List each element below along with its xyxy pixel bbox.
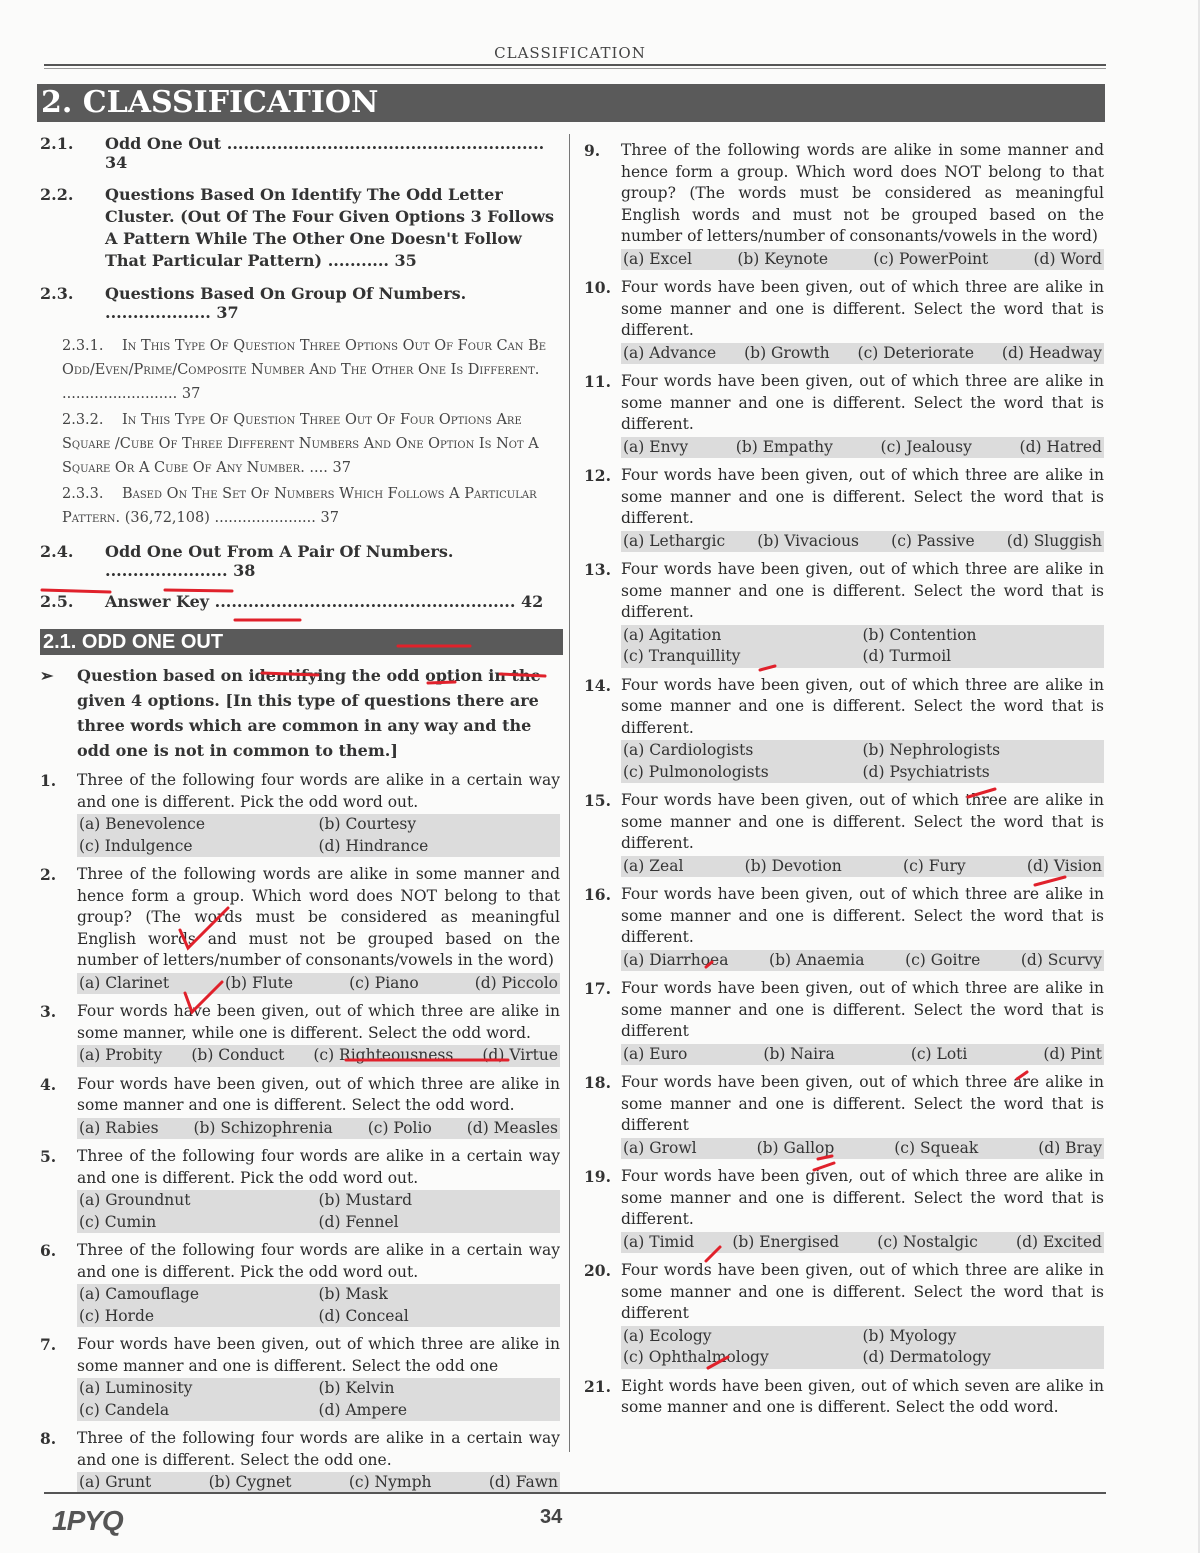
question-text: Eight words have been given, out of which seven are alike in some manner and one is different. Select the odd word.	[621, 1376, 1104, 1416]
option-d[interactable]: (d) Hindrance	[318, 836, 429, 855]
option-b[interactable]: (b) Devotion	[744, 856, 842, 875]
question-number: 20.	[584, 1261, 611, 1280]
question-text: Four words have been given, out of which three are alike in some manner and one is different. Select the word that is different.	[621, 791, 1104, 852]
underline-mark	[42, 590, 110, 592]
toc-text: Odd One Out From A Pair Of Numbers. ...................... 38	[105, 542, 454, 580]
option-b[interactable]: (b) Empathy	[735, 437, 833, 456]
option-b[interactable]: (b) Keynote	[737, 249, 829, 268]
underline-mark	[500, 674, 545, 676]
toc-subentry[interactable]: 2.3.2. In This Type Of Question Three Out Of Four Options Are Square /Cube Of Three Different Numbers And One Option Is Not A Square Or A Cube Of Any Number. .... 37	[62, 412, 539, 476]
option-a[interactable]: (a) Ecology	[623, 1326, 712, 1345]
option-c[interactable]: (c) Horde	[79, 1306, 155, 1325]
toc-number: 2.4.	[40, 542, 74, 561]
option-a[interactable]: (a) Groundnut	[79, 1191, 191, 1209]
underline-mark	[428, 682, 455, 683]
question-number: 11.	[584, 372, 611, 391]
option-d[interactable]: (d) Headway	[1001, 343, 1102, 362]
option-c[interactable]: (c) Ophthalmology	[623, 1348, 769, 1366]
option-d[interactable]: (d) Excited	[1016, 1232, 1102, 1251]
check-mark	[180, 908, 228, 948]
option-a[interactable]: (a) Probity	[79, 1046, 163, 1064]
tick-mark	[968, 789, 995, 797]
option-a[interactable]: (a) Benevolence	[79, 815, 206, 833]
option-d[interactable]: (d) Vision	[1026, 856, 1102, 875]
question-text: Three of the following four words are alike in a certain way and one is different. Pick the odd word out.	[77, 771, 560, 811]
option-c[interactable]: (c) PowerPoint	[873, 249, 989, 268]
option-c[interactable]: (c) Piano	[349, 973, 419, 992]
option-a[interactable]: (a) Growl	[623, 1138, 697, 1157]
option-a[interactable]: (a) Excel	[623, 249, 693, 268]
toc-number: 2.2.	[40, 185, 74, 204]
option-b[interactable]: (b) Kelvin	[318, 1379, 395, 1397]
option-c[interactable]: (c) Goitre	[905, 950, 981, 969]
option-d[interactable]: (d) Conceal	[318, 1306, 409, 1325]
option-b[interactable]: (b) Schizophrenia	[193, 1118, 333, 1137]
option-a[interactable]: (a) Lethargic	[623, 531, 726, 550]
question-text: Four words have been given, out of which three are alike in some manner and one is different. Select the word that is different.	[621, 278, 1104, 339]
option-a[interactable]: (a) Camouflage	[79, 1285, 200, 1303]
option-d[interactable]: (d) Sluggish	[1006, 531, 1102, 550]
option-b[interactable]: (b) Contention	[862, 625, 977, 644]
chapter-title: 2. CLASSIFICATION	[37, 84, 1105, 122]
toc-text: Answer Key ...................................................... 42	[105, 592, 544, 611]
option-b[interactable]: (b) Mustard	[318, 1191, 413, 1209]
question-number: 16.	[584, 885, 611, 904]
option-d[interactable]: (d) Scurvy	[1020, 950, 1102, 969]
section-title: 2.1. ODD ONE OUT	[40, 629, 563, 655]
question-number: 18.	[584, 1073, 611, 1092]
question-text: Four words have been given, out of which three are alike in some manner and one is different. Select the word that is different	[621, 1073, 1104, 1134]
question-number: 2.	[40, 865, 57, 884]
question-number: 15.	[584, 791, 611, 810]
option-a[interactable]: (a) Rabies	[79, 1118, 159, 1137]
option-c[interactable]: (c) Candela	[79, 1400, 170, 1419]
option-d[interactable]: (d) Dermatology	[862, 1348, 991, 1366]
option-b[interactable]: (b) Mask	[318, 1285, 388, 1303]
question-text: Three of the following four words are alike in a certain way and one is different. Pick the odd word out.	[77, 1147, 560, 1187]
option-c[interactable]: (c) Indulgence	[79, 836, 193, 855]
running-header: CLASSIFICATION	[494, 44, 646, 62]
question-text: Four words have been given, out of which three are alike in some manner and one is different. Select the word that is different.	[621, 466, 1104, 527]
option-a[interactable]: (a) Timid	[623, 1232, 695, 1251]
option-c[interactable]: (c) Tranquillity	[623, 647, 741, 665]
toc-number: 2.5.	[40, 592, 74, 611]
question-text: Four words have been given, out of which three are alike in some manner and one is different. Select the word that is different.	[621, 560, 1104, 621]
option-a[interactable]: (a) Clarinet	[79, 973, 170, 992]
option-d[interactable]: (d) Virtue	[482, 1046, 558, 1064]
toc-text: Odd One Out ......................................................... 34	[105, 134, 545, 172]
question-number: 19.	[584, 1167, 611, 1186]
option-b[interactable]: (b) Courtesy	[318, 815, 417, 833]
option-c[interactable]: (c) Polio	[367, 1118, 432, 1137]
question-number: 5.	[40, 1147, 57, 1166]
question-text: Four words have been given, out of which three are alike in some manner and one is different. Select the word that is different.	[621, 675, 1104, 737]
question-text: Four words have been given, out of which three are alike in some manner and one is different. Select the word that is different.	[621, 1167, 1104, 1228]
option-d[interactable]: (d) Fennel	[318, 1212, 399, 1231]
option-b[interactable]: (b) Vivacious	[757, 531, 860, 550]
option-c[interactable]: (c) Jealousy	[880, 437, 972, 456]
option-d[interactable]: (d) Fawn	[488, 1473, 558, 1491]
option-b[interactable]: (b) Energised	[732, 1232, 840, 1251]
option-d[interactable]: (d) Bray	[1038, 1138, 1102, 1157]
question-text: Three of the following four words are alike in a certain way and one is different. Select the odd one.	[77, 1429, 560, 1469]
option-c[interactable]: (c) Passive	[891, 531, 975, 550]
option-c[interactable]: (c) Nymph	[348, 1473, 432, 1491]
question-text: Four words have been given, out of which three are alike in some manner and one is different. Select the word that is different	[621, 1261, 1104, 1322]
question-number: 14.	[584, 675, 611, 695]
question-text: Three of the following words are alike in some manner and hence form a group. Which word does NOT belong to that group? (The words must be considered as meaningful English words and must not be grouped based on the number of letters/number of consonants/vowels in the word)	[77, 865, 560, 969]
toc-subentry[interactable]: 2.3.3. Based On The Set Of Numbers Which Follows A Particular Pattern. (36,72,108) ...................... 37	[62, 486, 537, 526]
option-a[interactable]: (a) Diarrhoea	[623, 950, 729, 969]
option-c[interactable]: (c) Cumin	[79, 1212, 157, 1231]
option-d[interactable]: (d) Ampere	[318, 1400, 408, 1419]
option-c[interactable]: (c) Nostalgic	[877, 1232, 978, 1251]
option-c[interactable]: (c) Righteousness	[313, 1046, 454, 1064]
toc-number: 2.1.	[40, 134, 74, 153]
question-number: 3.	[40, 1002, 57, 1021]
question-number: 21.	[584, 1376, 611, 1396]
question-number: 10.	[584, 278, 611, 297]
question-number: 12.	[584, 466, 611, 485]
option-a[interactable]: (a) Cardiologists	[623, 741, 754, 759]
option-b[interactable]: (b) Myology	[862, 1326, 957, 1345]
option-a[interactable]: (a) Euro	[623, 1044, 688, 1063]
option-a[interactable]: (a) Advance	[623, 343, 717, 362]
tick-mark	[706, 1247, 720, 1261]
option-b[interactable]: (b) Cygnet	[208, 1473, 292, 1491]
option-c[interactable]: (c) Deteriorate	[857, 343, 975, 362]
page-number: 34	[540, 1506, 563, 1528]
option-d[interactable]: (d) Pint	[1043, 1044, 1102, 1063]
question-number: 8.	[40, 1429, 57, 1448]
option-c[interactable]: (c) Squeak	[894, 1138, 979, 1157]
option-d[interactable]: (d) Word	[1033, 249, 1102, 268]
option-d[interactable]: (d) Piccolo	[474, 973, 558, 992]
option-a[interactable]: (a) Agitation	[623, 625, 722, 644]
question-text: Four words have been given, out of which three are alike in some manner, while one is different. Select the odd word.	[77, 1002, 560, 1042]
question-text: Three of the following words are alike in some manner and hence form a group. Which word does NOT belong to that group? (The words must be considered as meaningful English words and must not be grouped based on the number of letters/number of consonants/vowels in the word)	[621, 141, 1104, 245]
tick-mark	[814, 1163, 834, 1170]
option-b[interactable]: (b) Nephrologists	[862, 741, 1001, 759]
option-d[interactable]: (d) Psychiatrists	[862, 762, 990, 781]
option-d[interactable]: (d) Hatred	[1019, 437, 1102, 456]
question-text: Four words have been given, out of which three are alike in some manner and one is different. Select the word that is different.	[621, 372, 1104, 433]
option-d[interactable]: (d) Turmoil	[862, 647, 952, 665]
underline-mark	[165, 590, 232, 591]
tick-mark	[760, 666, 775, 670]
arrow-bullet-icon: ➢	[40, 666, 54, 685]
tick-mark	[1035, 877, 1065, 885]
footer-rule	[44, 1492, 1106, 1494]
option-b[interactable]: (b) Flute	[225, 973, 294, 992]
question-text: Four words have been given, out of which three are alike in some manner and one is different. Select the word that is different	[621, 979, 1104, 1040]
question-number: 9.	[584, 141, 601, 160]
toc-subentry[interactable]: 2.3.1. In This Type Of Question Three Options Out Of Four Can Be Odd/Even/Prime/Composite Number And The Other One Is Different. ......................... 37	[62, 338, 547, 402]
underline-mark	[262, 673, 318, 675]
question-number: 4.	[40, 1074, 57, 1094]
tick-mark	[708, 1357, 728, 1368]
tick-mark	[818, 1156, 832, 1159]
option-a[interactable]: (a) Luminosity	[79, 1379, 193, 1397]
question-text: Four words have been given, out of which three are alike in some manner and one is different. Select the odd word.	[77, 1074, 560, 1114]
question-number: 13.	[584, 560, 611, 579]
question-number: 6.	[40, 1241, 57, 1260]
option-a[interactable]: (a) Grunt	[79, 1473, 152, 1491]
option-d[interactable]: (d) Measles	[466, 1118, 558, 1137]
option-a[interactable]: (a) Envy	[623, 437, 689, 456]
option-c[interactable]: (c) Fury	[903, 856, 966, 875]
toc-number: 2.3.	[40, 284, 74, 303]
tick-mark	[706, 962, 712, 967]
option-b[interactable]: (b) Conduct	[191, 1046, 285, 1064]
tick-mark	[1017, 1072, 1027, 1079]
question-number: 1.	[40, 771, 57, 790]
toc-text: Questions Based On Identify The Odd Letter Cluster. (Out Of The Four Given Options 3 Follows A Pattern While The Other One Doesn't Follow That Particular Pattern) ........... 35	[105, 185, 555, 270]
option-b[interactable]: (b) Gallop	[756, 1138, 835, 1157]
check-mark	[185, 982, 222, 1012]
option-b[interactable]: (b) Growth	[744, 343, 830, 362]
option-c[interactable]: (c) Loti	[910, 1044, 968, 1063]
brand-logo: 1PYQ	[52, 1505, 123, 1536]
question-number: 7.	[40, 1335, 57, 1354]
question-text: Four words have been given, out of which three are alike in some manner and one is different. Select the word that is different.	[621, 885, 1104, 946]
option-c[interactable]: (c) Pulmonologists	[623, 762, 769, 781]
toc-text: Questions Based On Group Of Numbers. ................... 37	[105, 284, 467, 322]
option-b[interactable]: (b) Naira	[763, 1044, 835, 1063]
intro-text: Question based on identifying the odd option in the given 4 options. [In this type of questions there are three words which are common in any way and the odd one is not in common to them.]	[77, 666, 541, 760]
question-number: 17.	[584, 979, 611, 998]
option-a[interactable]: (a) Zeal	[623, 856, 684, 875]
option-b[interactable]: (b) Anaemia	[769, 950, 865, 969]
question-text: Four words have been given, out of which three are alike in some manner and one is different. Select the odd one	[77, 1335, 560, 1375]
question-text: Three of the following four words are alike in a certain way and one is different. Pick the odd word out.	[77, 1241, 560, 1281]
